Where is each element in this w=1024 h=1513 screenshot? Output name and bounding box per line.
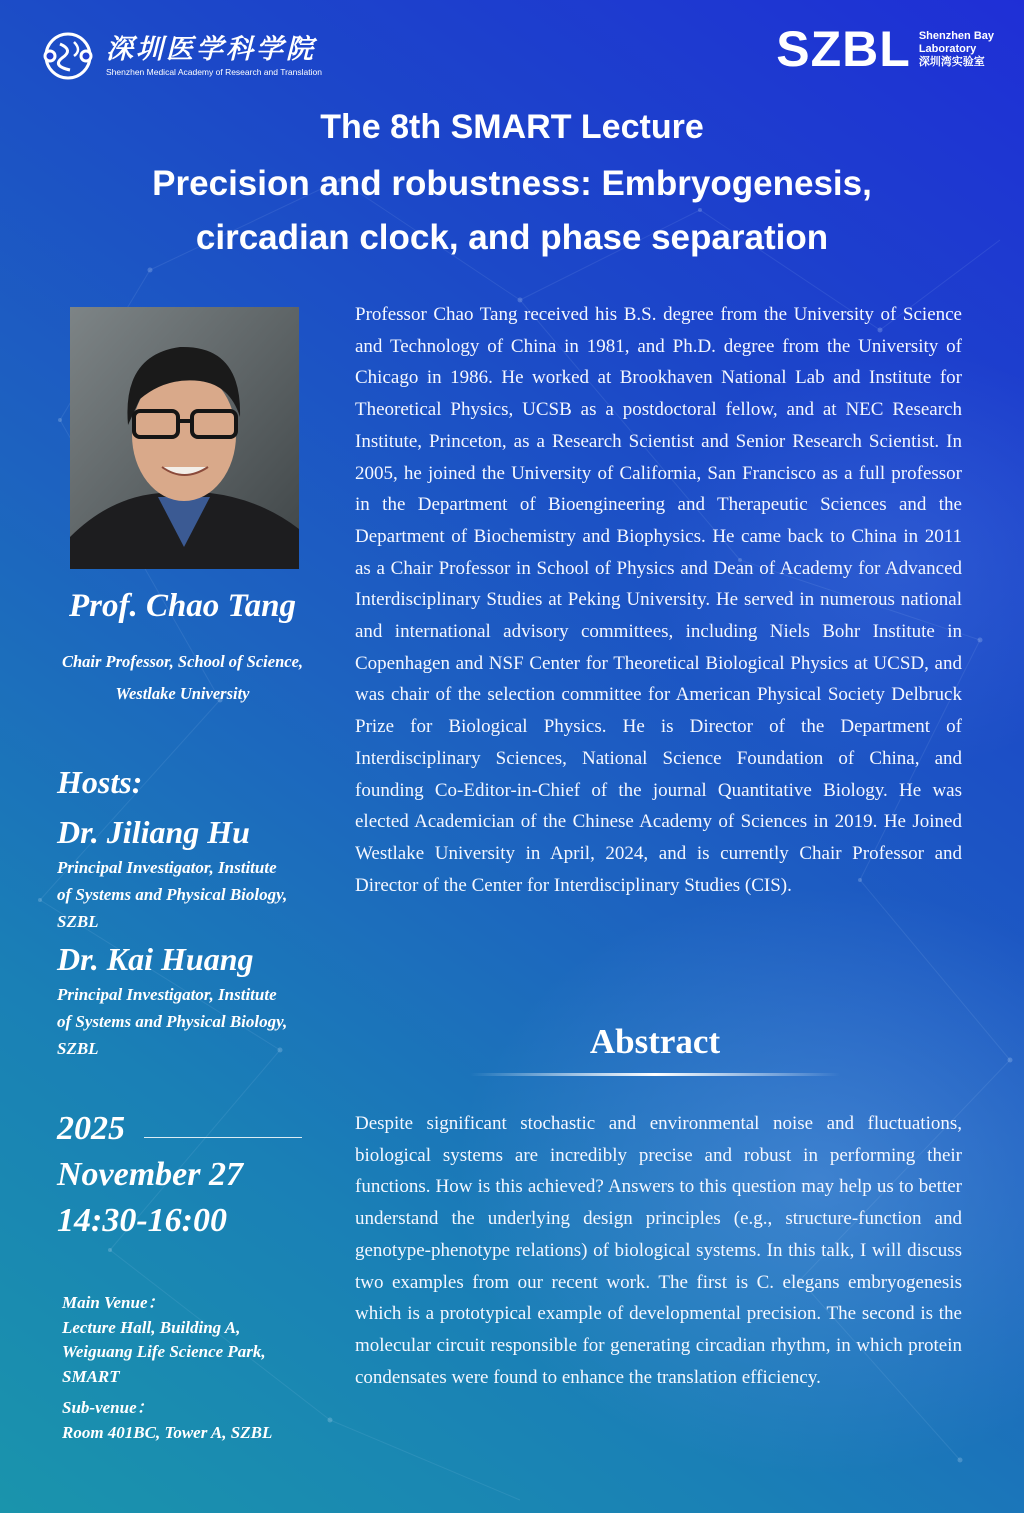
smart-emblem-icon <box>40 30 96 82</box>
host-description-line: SZBL <box>57 1039 99 1058</box>
event-date <box>57 1106 317 1244</box>
venue-section <box>62 1291 332 1445</box>
host-description <box>57 981 337 1062</box>
sub-venue-line: Room 401BC, Tower A, SZBL <box>62 1422 273 1442</box>
talk-title <box>0 157 1024 265</box>
host-description <box>57 854 337 935</box>
host-description-line: Principal Investigator, Institute <box>57 985 277 1004</box>
hosts-label: Hosts: <box>57 764 143 800</box>
host-name: Dr. Kai Huang <box>57 941 254 977</box>
event-time: 14:30-16:00 <box>57 1202 227 1239</box>
main-venue-label: Main Venue： <box>62 1293 165 1312</box>
main-venue-line: SMART <box>62 1366 120 1386</box>
smart-logo-chinese: 深圳医学科学院 <box>106 33 316 65</box>
main-venue-line: Lecture Hall, Building A, <box>62 1317 241 1337</box>
host-description-line: SZBL <box>57 912 99 931</box>
hosts-section <box>57 762 337 1062</box>
speaker-name: Prof. Chao Tang <box>68 588 297 624</box>
abstract-divider <box>470 1073 840 1076</box>
host-description-line: Principal Investigator, Institute <box>57 858 277 877</box>
speaker-position-line2: Westlake University <box>115 684 250 703</box>
speaker-bio: Professor Chao Tang received his B.S. degree from the University of Science and Technology of China in 1981, and Ph.D. degree from the University of Chicago in 1986. He worked at Brookhaven National Lab and Institute for Theoretical Physics, UCSB as a postdoctoral fellow, and at NEC Research Institute, Princeton, as a Research Scientist and Senior Research Scientist. In 2005, he joined the University of California, San Francisco as a full professor in the Department of Bioengineering and Therapeutic Sciences and the Department of Biochemistry and Biophysics. He came back to China in 2011 as a Chair Professor in School of Physics and Dean of Academy for Advanced Interdisciplinary Studies at Peking University. He served in numerous national and international advisory committees, including Niels Bohr Institute in Copenhagen and NSF Center for Theoretical Biological Physics at UCSD, and was chair of the selection committee for American Physical Society Delbruck Prize for Biological Physics. He is Director of the Department of Interdisciplinary Sciences, National Science Foundation of China, and founding Co-Editor-in-Chief of the journal Quantitative Biology. He was elected Academician of the Chinese Academy of Sciences in 2019. He Joined Westlake University in April, 2024, and is currently Chair Professor and Director of the Center for Interdisciplinary Studies (CIS). <box>355 304 962 896</box>
host-description-line: of Systems and Physical Biology, <box>57 885 288 904</box>
event-day: November 27 <box>57 1156 244 1193</box>
szbl-logo-line1: Shenzhen Bay <box>918 29 994 42</box>
szbl-logo-line2: Laboratory <box>918 42 977 55</box>
host-description-line: of Systems and Physical Biology, <box>57 1012 288 1031</box>
talk-title-line2: circadian clock, and phase separation <box>195 218 829 257</box>
abstract-text: Despite significant stochastic and environmental noise and fluctuations, biological systems are incredibly precise and robust in performing their functions. How is this achieved? Answers to this question may help us to better understand the underlying design principles (e.g., structure-function and genotype-phenotype relations) of biological systems. In this talk, I will discuss two examples from our recent work. The first is C. elegans embryogenesis which is a prototypical example of developmental precision. The second is the molecular circuit responsible for generating circadian rhythm, in which protein condensates were found to enhance the translation efficiency. <box>355 1113 962 1388</box>
main-venue-line: Weiguang Life Science Park, <box>62 1342 266 1361</box>
speaker-portrait-image <box>70 307 299 569</box>
abstract-heading: Abstract <box>589 1022 721 1061</box>
szbl-logo-mark: SZBL <box>776 21 911 77</box>
sub-venue-label: Sub-venue： <box>62 1398 154 1417</box>
szbl-logo-line3: 深圳湾实验室 <box>918 55 985 68</box>
speaker-position-line1: Chair Professor, School of Science, <box>61 652 304 671</box>
lecture-series-title: The 8th SMART Lecture <box>320 108 704 146</box>
year-divider <box>144 1137 302 1138</box>
event-year: 2025 <box>57 1110 125 1147</box>
speaker-position <box>30 646 335 710</box>
smart-logo-english: Shenzhen Medical Academy of Research and Translation <box>106 66 322 77</box>
talk-title-line1: Precision and robustness: Embryogenesis, <box>152 164 872 203</box>
szbl-logo <box>776 21 994 77</box>
host-name: Dr. Jiliang Hu <box>57 814 250 850</box>
speaker-photo <box>70 307 299 569</box>
title-block <box>0 105 1024 265</box>
smart-logo <box>40 30 322 82</box>
